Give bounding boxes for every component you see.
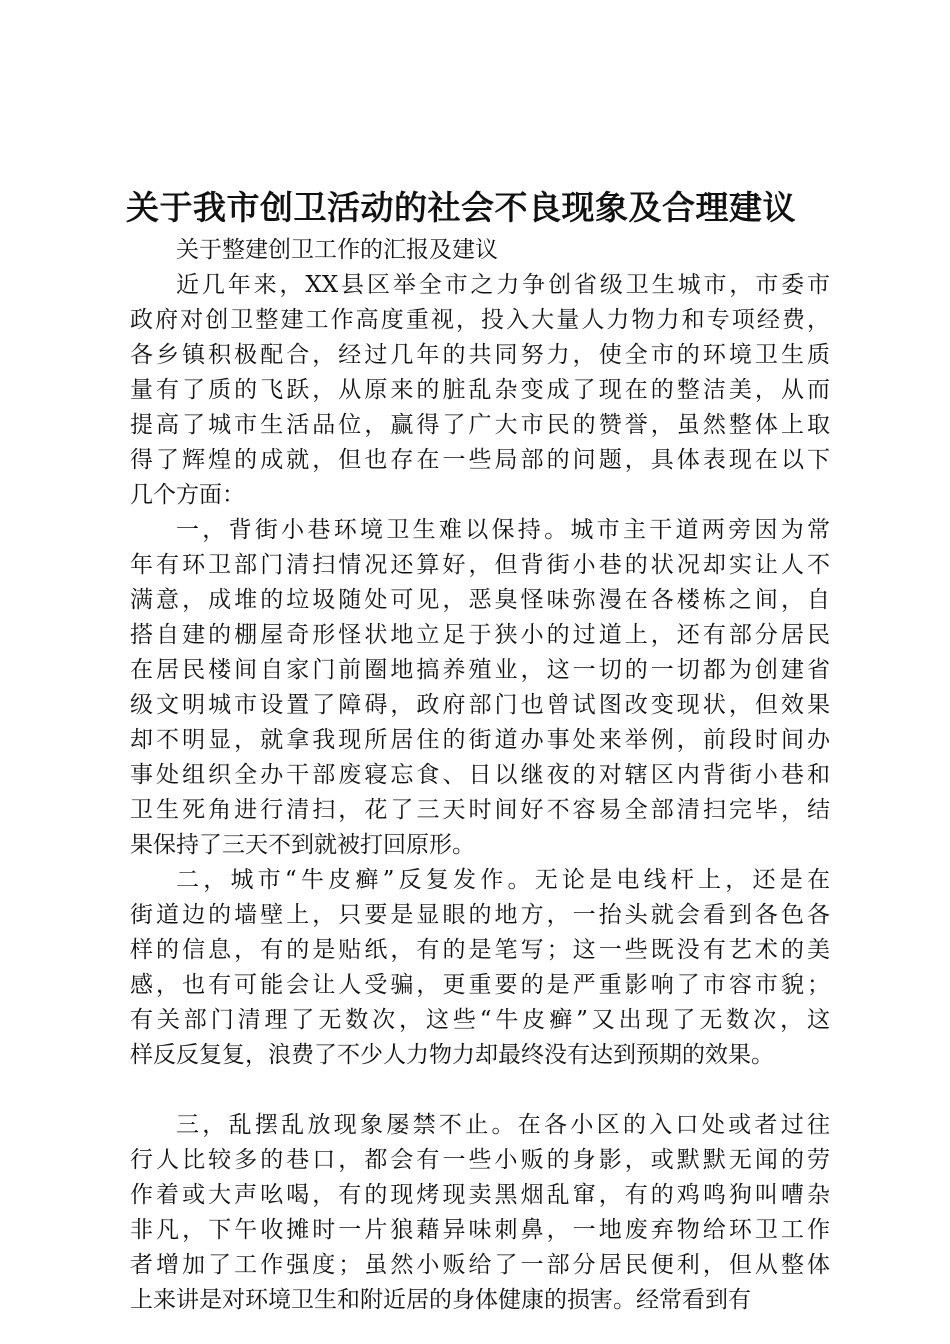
subtitle-line: 关于整建创卫工作的汇报及建议 xyxy=(176,237,498,263)
paragraph-line: 事处组织全办干部废寝忘食、日以继夜的对辖区内背街小巷和 xyxy=(130,762,830,788)
paragraph-line: 二，城市“牛皮癣”反复发作。无论是电线杆上，还是在 xyxy=(176,867,830,893)
paragraph-line: 三，乱摆乱放现象屡禁不止。在各小区的入口处或者过往 xyxy=(176,1112,830,1138)
paragraph-line: 提高了城市生活品位，赢得了广大市民的赞誉，虽然整体上取 xyxy=(130,412,830,438)
paragraph-line: 量有了质的飞跃，从原来的脏乱杂变成了现在的整洁美，从而 xyxy=(130,377,830,403)
paragraph-line: 各乡镇积极配合，经过几年的共同努力，使全市的环境卫生质 xyxy=(130,342,830,368)
paragraph-line: 上来讲是对环境卫生和附近居的身体健康的损害。经常看到有 xyxy=(130,1287,751,1313)
paragraph-line: 政府对创卫整建工作高度重视，投入大量人力物力和专项经费， xyxy=(130,307,830,333)
paragraph-line: 有关部门清理了无数次，这些“牛皮癣”又出现了无数次，这 xyxy=(130,1007,830,1033)
paragraph-line: 几个方面： xyxy=(130,482,245,508)
paragraph-line: 街道边的墙壁上，只要是显眼的地方，一抬头就会看到各色各 xyxy=(130,902,830,928)
paragraph-line: 搭自建的棚屋奇形怪状地立足于狭小的过道上，还有部分居民 xyxy=(130,622,830,648)
paragraph-line: 在居民楼间自家门前圈地搞养殖业，这一切的一切都为创建省 xyxy=(130,657,830,683)
paragraph-line: 年有环卫部门清扫情况还算好，但背街小巷的状况却实让人不 xyxy=(130,552,830,578)
paragraph-line: 一，背街小巷环境卫生难以保持。城市主干道两旁因为常 xyxy=(176,517,830,543)
paragraph-line: 近几年来，XX县区举全市之力争创省级卫生城市，市委市 xyxy=(176,272,830,298)
paragraph-line: 满意，成堆的垃圾随处可见，恶臭怪味弥漫在各楼栋之间，自 xyxy=(130,587,830,613)
document-subtitle xyxy=(130,233,830,268)
paragraph-line: 果保持了三天不到就被打回原形。 xyxy=(130,832,475,858)
paragraph-point-3 xyxy=(130,1108,830,1318)
paragraph-line: 行人比较多的巷口，都会有一些小贩的身影，或默默无闻的劳 xyxy=(130,1147,830,1173)
paragraph-line: 感，也有可能会让人受骗，更重要的是严重影响了市容市貌； xyxy=(130,972,830,998)
paragraph-point-1 xyxy=(130,513,830,863)
paragraph-line: 却不明显，就拿我现所居住的街道办事处来举例，前段时间办 xyxy=(130,727,830,753)
blank-line xyxy=(130,1073,830,1108)
paragraph-line: 卫生死角进行清扫，花了三天时间好不容易全部清扫完毕，结 xyxy=(130,797,830,823)
paragraph-line: 者增加了工作强度；虽然小贩给了一部分居民便利，但从整体 xyxy=(130,1252,830,1278)
paragraph-line: 样反反复复，浪费了不少人力物力却最终没有达到预期的效果。 xyxy=(130,1042,774,1068)
paragraph-line: 作着或大声吆喝，有的现烤现卖黑烟乱窜，有的鸡鸣狗叫嘈杂 xyxy=(130,1182,830,1208)
paragraph-line: 样的信息，有的是贴纸，有的是笔写；这一些既没有艺术的美 xyxy=(130,937,830,963)
paragraph-line: 得了辉煌的成就，但也存在一些局部的问题，具体表现在以下 xyxy=(130,447,830,473)
paragraph-line: 非凡，下午收摊时一片狼藉异味刺鼻，一地废弃物给环卫工作 xyxy=(130,1217,830,1243)
document-body xyxy=(130,233,830,1318)
paragraph-intro xyxy=(130,268,830,513)
paragraph-line: 级文明城市设置了障碍，政府部门也曾试图改变现状，但效果 xyxy=(130,692,830,718)
document-title: 关于我市创卫活动的社会不良现象及合理建议 xyxy=(126,188,796,227)
paragraph-point-2 xyxy=(130,863,830,1073)
